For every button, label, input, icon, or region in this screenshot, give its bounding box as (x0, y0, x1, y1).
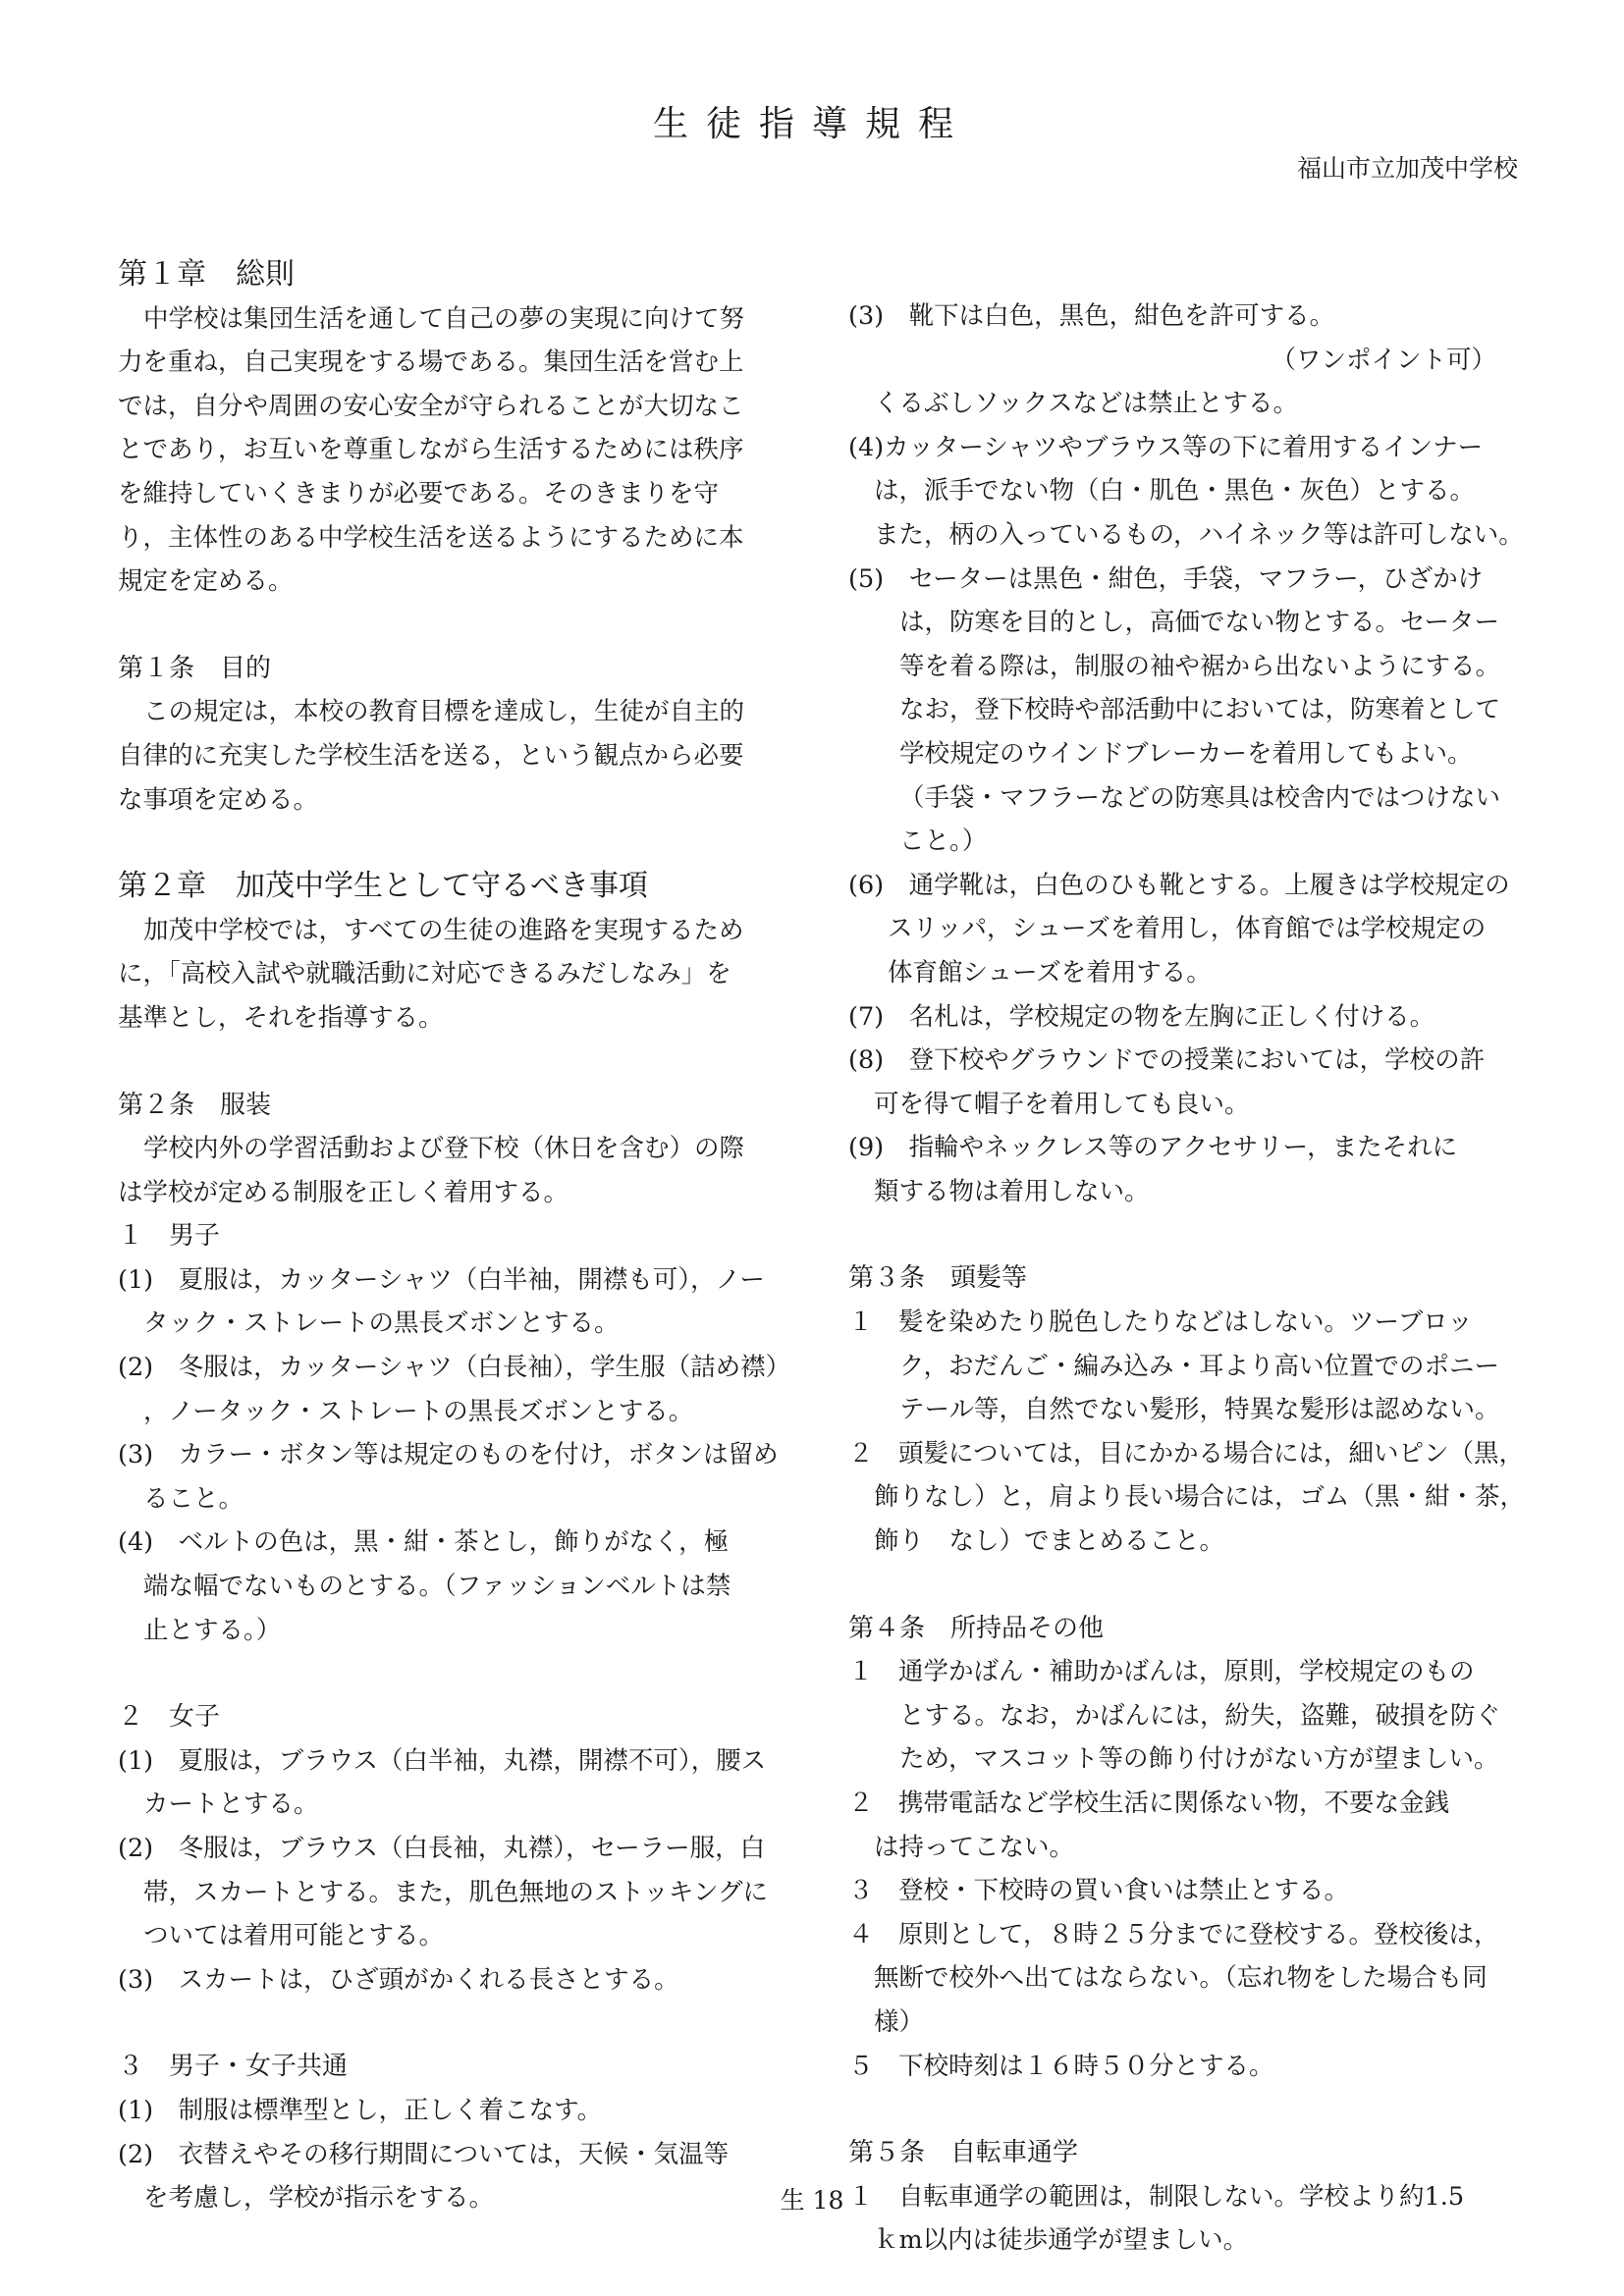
text-line: 可を得て帽子を着用しても良い。 (874, 1089, 1250, 1119)
spacer (848, 1564, 1536, 1607)
text-line: タック・ストレートの黒長ズボンとする。 (143, 1308, 620, 1339)
text-line: ため，マスコット等の飾り付けがない方が望ましい。 (899, 1744, 1499, 1775)
section-heading: １ 男子 (118, 1221, 221, 1252)
text-line: この規定は，本校の教育目標を達成し，生徒が自主的 (143, 697, 745, 727)
text-line: を維持していくきまりが必要である。そのきまりを守 (118, 478, 720, 508)
text-line: 学校規定のウインドブレーカーを着用してもよい。 (899, 738, 1473, 769)
text-line: ３ 登校・下校時の買い食いは禁止とする。 (848, 1876, 1350, 1906)
text-line: 加茂中学校では，すべての生徒の進路を実現するため (143, 915, 744, 945)
text-line: 飾り なし）でまとめること。 (874, 1526, 1225, 1557)
spacer (118, 2002, 785, 2045)
text-line: なお，登下校時や部活動中においては，防寒着として (899, 695, 1501, 725)
text-line: (4) ベルトの色は，黒・紺・茶とし，飾りがなく，極 (118, 1527, 730, 1558)
text-line: １ 自転車通学の範囲は，制限しない。学校より約1.5 (848, 2181, 1465, 2212)
spacer (848, 1213, 1536, 1256)
text-line: ５ 下校時刻は１６時５０分とする。 (848, 2051, 1274, 2081)
text-line: くるぶしソックスなどは禁止とする。 (874, 389, 1298, 419)
text-line: を考慮し，学校が指示をする。 (143, 2183, 495, 2214)
text-line: ク，おだんご・編み込み・耳より高い位置でのポニー (899, 1351, 1499, 1381)
text-line: ２ 携帯電話など学校生活に関係ない物，不要な金銭 (848, 1789, 1450, 1818)
text-line: 等を着る際は，制服の袖や裾から出ないようにする。 (899, 651, 1501, 681)
text-line: は学校が定める制服を正しく着用する。 (118, 1177, 569, 1207)
section-heading: 第３条 頭髪等 (848, 1263, 1028, 1294)
text-line: 類する物は着用しない。 (874, 1176, 1150, 1206)
section-heading: 第１章 総則 (118, 257, 295, 292)
text-line: では，自分や周囲の安心安全が守られることが大切なこ (118, 391, 744, 421)
text-line: (3) 靴下は白色，黒色，紺色を許可する。 (848, 301, 1335, 331)
text-line: は，防寒を目的とし，高価でない物とする。セーター (899, 608, 1499, 638)
text-line: 自律的に充実した学校生活を送る，という観点から必要 (118, 740, 744, 771)
text-line: (8) 登下校やグラウンドでの授業においては，学校の許 (848, 1045, 1486, 1076)
text-line: 帯，スカートとする。また，肌色無地のストッキングに (143, 1877, 768, 1907)
text-line: こと。） (899, 827, 988, 857)
text-line: (1) 夏服は，カッターシャツ（白半袖，開襟も可），ノー (118, 1264, 765, 1295)
section-heading: 第２条 服装 (118, 1090, 272, 1120)
text-line: 止とする。） (143, 1615, 282, 1645)
text-line: (2) 冬服は，ブラウス（白長袖，丸襟），セーラー服，白 (118, 1834, 766, 1863)
text-line: テール等，自然でない髪形，特異な髪形は認めない。 (899, 1395, 1500, 1425)
text-line: (5) セーターは黒色・紺色，手袋，マフラー，ひざかけ (848, 563, 1484, 594)
text-line: １ 髪を染めたり脱色したりなどはしない。ツーブロッ (848, 1308, 1473, 1338)
text-line: (3) スカートは，ひざ頭がかくれる長さとする。 (118, 1964, 679, 1995)
text-line: (4)カッターシャツやブラウス等の下に着用するインナー (848, 432, 1484, 462)
section-heading: 第５条 自転車通学 (848, 2138, 1079, 2168)
text-line: ること。 (143, 1483, 244, 1514)
page-number: 生 18 (780, 2186, 844, 2215)
right-column (848, 294, 1536, 2263)
text-line: １ 通学かばん・補助かばんは，原則，学校規定のもの (848, 1657, 1475, 1687)
text-line: とする。なお，かばんには，紛失，盗難，破損を防ぐ (899, 1700, 1501, 1731)
text-line: スリッパ，シューズを着用し，体育館では学校規定の (888, 914, 1487, 944)
text-line: （手袋・マフラーなどの防寒具は校舎内ではつけない (899, 782, 1501, 813)
text-line: に，「高校入試や就職活動に対応できるみだしなみ」を (118, 959, 731, 989)
section-heading: ３ 男子・女子共通 (118, 2052, 349, 2082)
text-line: 力を重ね，自己実現をする場である。集団生活を営む上 (118, 347, 744, 378)
text-line: (9) 指輪やネックレス等のアクセサリー，またそれに (848, 1133, 1458, 1163)
text-line: (1) 夏服は，ブラウス（白半袖，丸襟，開襟不可），腰ス (118, 1745, 767, 1776)
text-line: (6) 通学靴は，白色のひも靴とする。上履きは学校規定の (848, 870, 1510, 900)
section-heading: 第２章 加茂中学生として守るべき事項 (118, 869, 648, 904)
text-line: 無断で校外へ出てはならない。（忘れ物をした場合も同 (874, 1963, 1488, 1994)
text-line: (2) 衣替えやその移行期間については，天候・気温等 (118, 2139, 730, 2169)
section-heading: 第１条 目的 (118, 653, 272, 683)
text-line: (3) カラー・ボタン等は規定のものを付け，ボタンは留め (118, 1440, 779, 1470)
text-line: り，主体性のある中学校生活を送るようにするために本 (118, 522, 744, 553)
text-line: また，柄の入っているもの，ハイネック等は許可しない。 (874, 519, 1524, 550)
text-line: 飾りなし）と，肩より長い場合には，ゴム（黒・紺・茶， (874, 1482, 1526, 1513)
school-name: 福山市立加茂中学校 (1296, 154, 1518, 183)
text-line: ，ノータック・ストレートの黒長ズボンとする。 (143, 1396, 694, 1426)
text-line: 端な幅でないものとする。（ファッションベルトは禁 (143, 1572, 731, 1602)
text-line: は，派手でない物（白・肌色・黒色・灰色）とする。 (874, 476, 1476, 507)
document-title: 生徒指導規程 (652, 104, 971, 144)
text-line: 学校内外の学習活動および登下校（休日を含む）の際 (143, 1134, 745, 1164)
text-line: 体育館シューズを着用する。 (888, 957, 1212, 988)
text-line: 基準とし，それを指導する。 (118, 1002, 444, 1033)
section-heading: 第４条 所持品その他 (848, 1613, 1105, 1643)
text-line: （ワンポイント可） (1271, 345, 1496, 375)
text-line: とであり，お互いを尊重しながら生活するためには秩序 (118, 435, 744, 465)
text-line: (7) 名札は，学校規定の物を左胸に正しく付ける。 (848, 1001, 1435, 1032)
text-line: 規定を定める。 (118, 566, 294, 597)
spacer (118, 604, 785, 647)
section-heading: ２ 女子 (118, 1702, 221, 1733)
text-line: ｋm以内は徒歩通学が望ましい。 (874, 2225, 1249, 2256)
text-line: な事項を定める。 (118, 784, 319, 815)
left-column (118, 253, 791, 2220)
spacer (848, 2088, 1536, 2131)
text-line: ４ 原則として，８時２５分までに登校する。登校後は， (848, 1919, 1499, 1949)
spacer (118, 1041, 785, 1084)
text-line: (2) 冬服は，カッターシャツ（白長袖），学生服（詰め襟） (118, 1353, 791, 1383)
text-line: 中学校は集団生活を通して自己の夢の実現に向けて努 (143, 303, 745, 334)
text-line: (1) 制服は標準型とし，正しく着こなす。 (118, 2095, 603, 2125)
text-line: 様） (874, 2006, 925, 2037)
text-line: カートとする。 (143, 1789, 319, 1820)
spacer (118, 822, 785, 865)
spacer (118, 1652, 785, 1695)
text-line: ２ 頭髪については，目にかかる場合には，細いピン（黒， (848, 1438, 1524, 1468)
text-line: は持ってこない。 (874, 1832, 1075, 1862)
text-line: ついては着用可能とする。 (143, 1921, 445, 1951)
